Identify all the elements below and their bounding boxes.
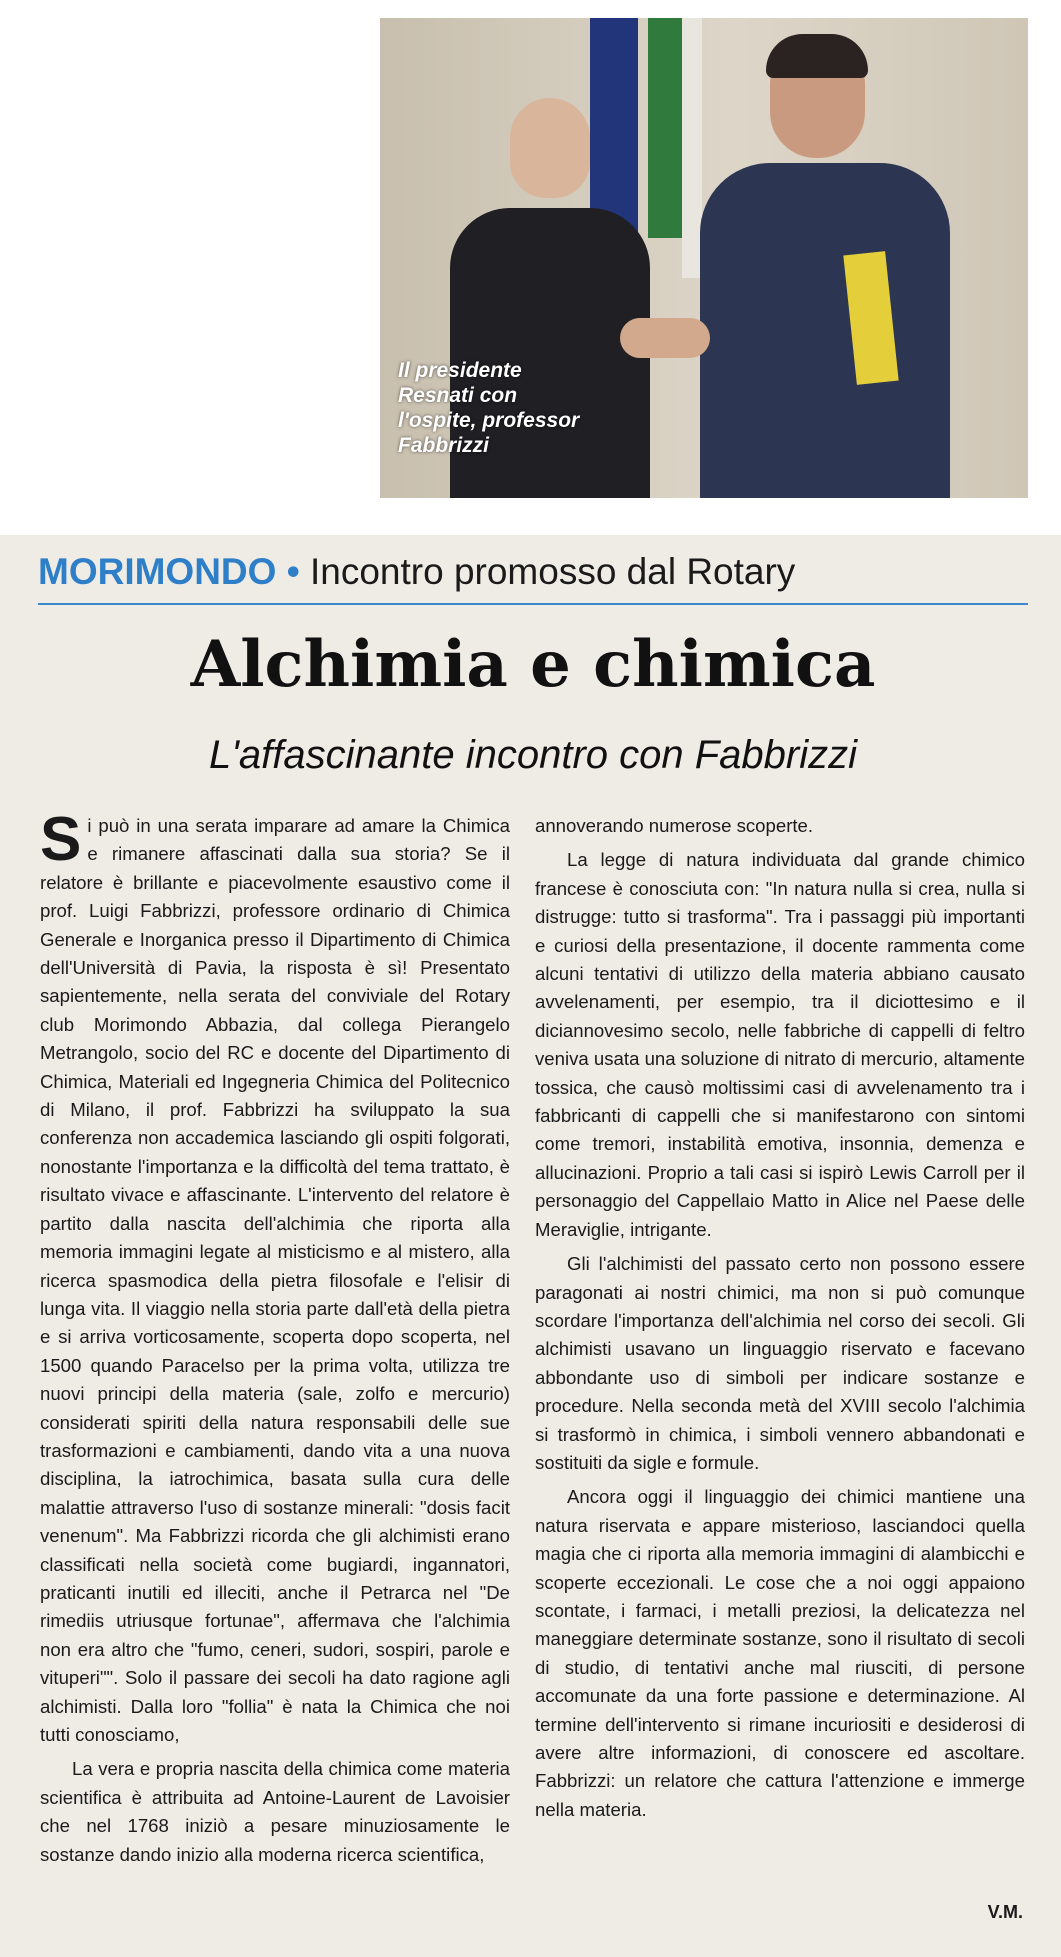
kicker-text: Incontro promosso dal Rotary	[309, 551, 796, 592]
paragraph: La vera e propria nascita della chimica come materia scientifica è attribuita ad Antoine-Laurent de Lavoisier che nel 1768 iniziò a pesare minuziosamente le sostanze dando inizio alla moderna ricerca scientifica,	[40, 1758, 510, 1865]
author-signature: V.M.	[987, 1902, 1023, 1922]
article-title: Alchimia e chimica	[190, 627, 876, 702]
kicker-separator: •	[286, 551, 300, 592]
paragraph: Gli l'alchimisti del passato certo non possono essere paragonati ai nostri chimici, ma non si può comunque scordare l'importanza dell'alchimia nel corso dei secoli. Gli alchimisti usavano un linguaggio riservato e facevano abbondante uso di simboli per indicare sostanze e procedure. Nella seconda metà del XVIII secolo l'alchimia si trasformò in chimica, i simboli vennero abbandonati e sostituiti da sigle e formule.	[535, 1253, 1025, 1473]
guest-figure	[700, 38, 950, 498]
article-column-left	[40, 805, 510, 1869]
page-margin	[0, 0, 380, 535]
handshake	[620, 318, 710, 358]
kicker-place: MORIMONDO	[38, 551, 277, 592]
paragraph: Si può in una serata imparare ad amare la Chimica e rimanere affascinati dalla sua storia? Se il relatore è brillante e piacevolmente esaustivo come il prof. Luigi Fabbrizzi, professore ordinario di Chimica Generale e Inorganica presso il Dipartimento di Chimica dell'Università di Pavia, la risposta è sì! Presentato sapientemente, nella serata del conviviale del Rotary club Morimondo Abbazia, dal collega Pierangelo Metrangolo, socio del RC e docente del Dipartimento di Chimica, Materiali ed Ingegneria Chimica del Politecnico di Milano, il prof. Fabbrizzi ha sviluppato la sua conferenza non accademica lasciando gli ospiti folgorati, nonostante l'importanza e la difficoltà del tema trattato, è risultato vivace e affascinante. L'intervento del relatore è partito dalla nascita dell'alchimia che riporta alla memoria immagini legate al misticismo e al mistero, alla ricerca spasmodica della pietra filosofale e l'elisir di lunga vita. Il viaggio nella storia parte dall'età della pietra e si arriva vorticosamente, scoperta dopo scoperta, nel 1500 quando Paracelso per la prima volta, utilizza tre nuovi principi della materia (sale, zolfo e mercurio) considerati spiriti della natura responsabili delle sue trasformazioni e cambiamenti, dando vita a una nuova disciplina, la iatrochimica, basata sulla cura delle malattie attraverso l'uso di sostanze minerali: "dosis facit venenum". Ma Fabbrizzi ricorda che gli alchimisti erano classificati nella società come bugiardi, ingannatori, praticanti inutili ed illeciti, anche il Petrarca nel "De rimediis utriusque fortunae", affermava che l'alchimia non era altro che "fumo, ceneri, sudori, sospiri, parole e vituperi"". Solo il passare dei secoli ha dato ragione agli alchimisti. Dalla loro "follia" è nata la Chimica che noi tutti conosciamo,	[40, 805, 510, 1745]
drop-cap: S	[40, 805, 82, 874]
paragraph: Ancora oggi il linguaggio dei chimici mantiene una natura riservata e appare misterioso, lasciandoci quella magia che ci riporta alla memoria immagini di alambicchi e scoperte eccezionali. Le cose che a noi oggi appaiono scontate, i farmaci, i metalli preziosi, la delicatezza nel maneggiare determinate sostanze, sono il risultato di secoli di studio, di tentativi anche mal riusciti, di persone accomunate da una forte passione e determinazione. Al termine dell'intervento si rimane incuriositi e desiderosi di avere altre informazioni, di conoscere ed ascoltare. Fabbrizzi: un relatore che cattura l'attenzione e immerge nella materia.	[535, 1486, 1025, 1820]
paragraph: annoverando numerose scoperte.	[535, 815, 814, 836]
article-column-right	[535, 812, 1025, 1824]
kicker-rule	[38, 603, 1028, 605]
photo-caption: Il presidente Resnati con l'ospite, professor Fabbrizzi	[398, 359, 580, 457]
italian-flag	[648, 18, 682, 238]
article-kicker	[38, 550, 1028, 594]
paragraph: La legge di natura individuata dal grande chimico francese è conosciuta con: "In natura nulla si crea, nulla si distrugge: tutto si trasforma". Tra i passaggi più importanti e curiosi della presentazione, il docente rammenta come alcuni tentativi di utilizzo della materia abbiano causato avvelenamenti, per esempio, tra il diciottesimo e il diciannovesimo secolo, nelle fabbriche di cappelli di feltro veniva usata una soluzione di nitrato di mercurio, altamente tossica, che causò moltissimi casi di avvelenamento tra i fabbricanti di cappelli che si manifestarono con sintomi come tremori, instabilità emotiva, insonnia, demenza e allucinazioni. Proprio a tali casi si ispirò Lewis Carroll per il personaggio del Cappellaio Matto in Alice nel Paese delle Meraviglie, intrigante.	[535, 849, 1025, 1240]
article-subtitle: L'affascinante incontro con Fabbrizzi	[209, 733, 857, 777]
